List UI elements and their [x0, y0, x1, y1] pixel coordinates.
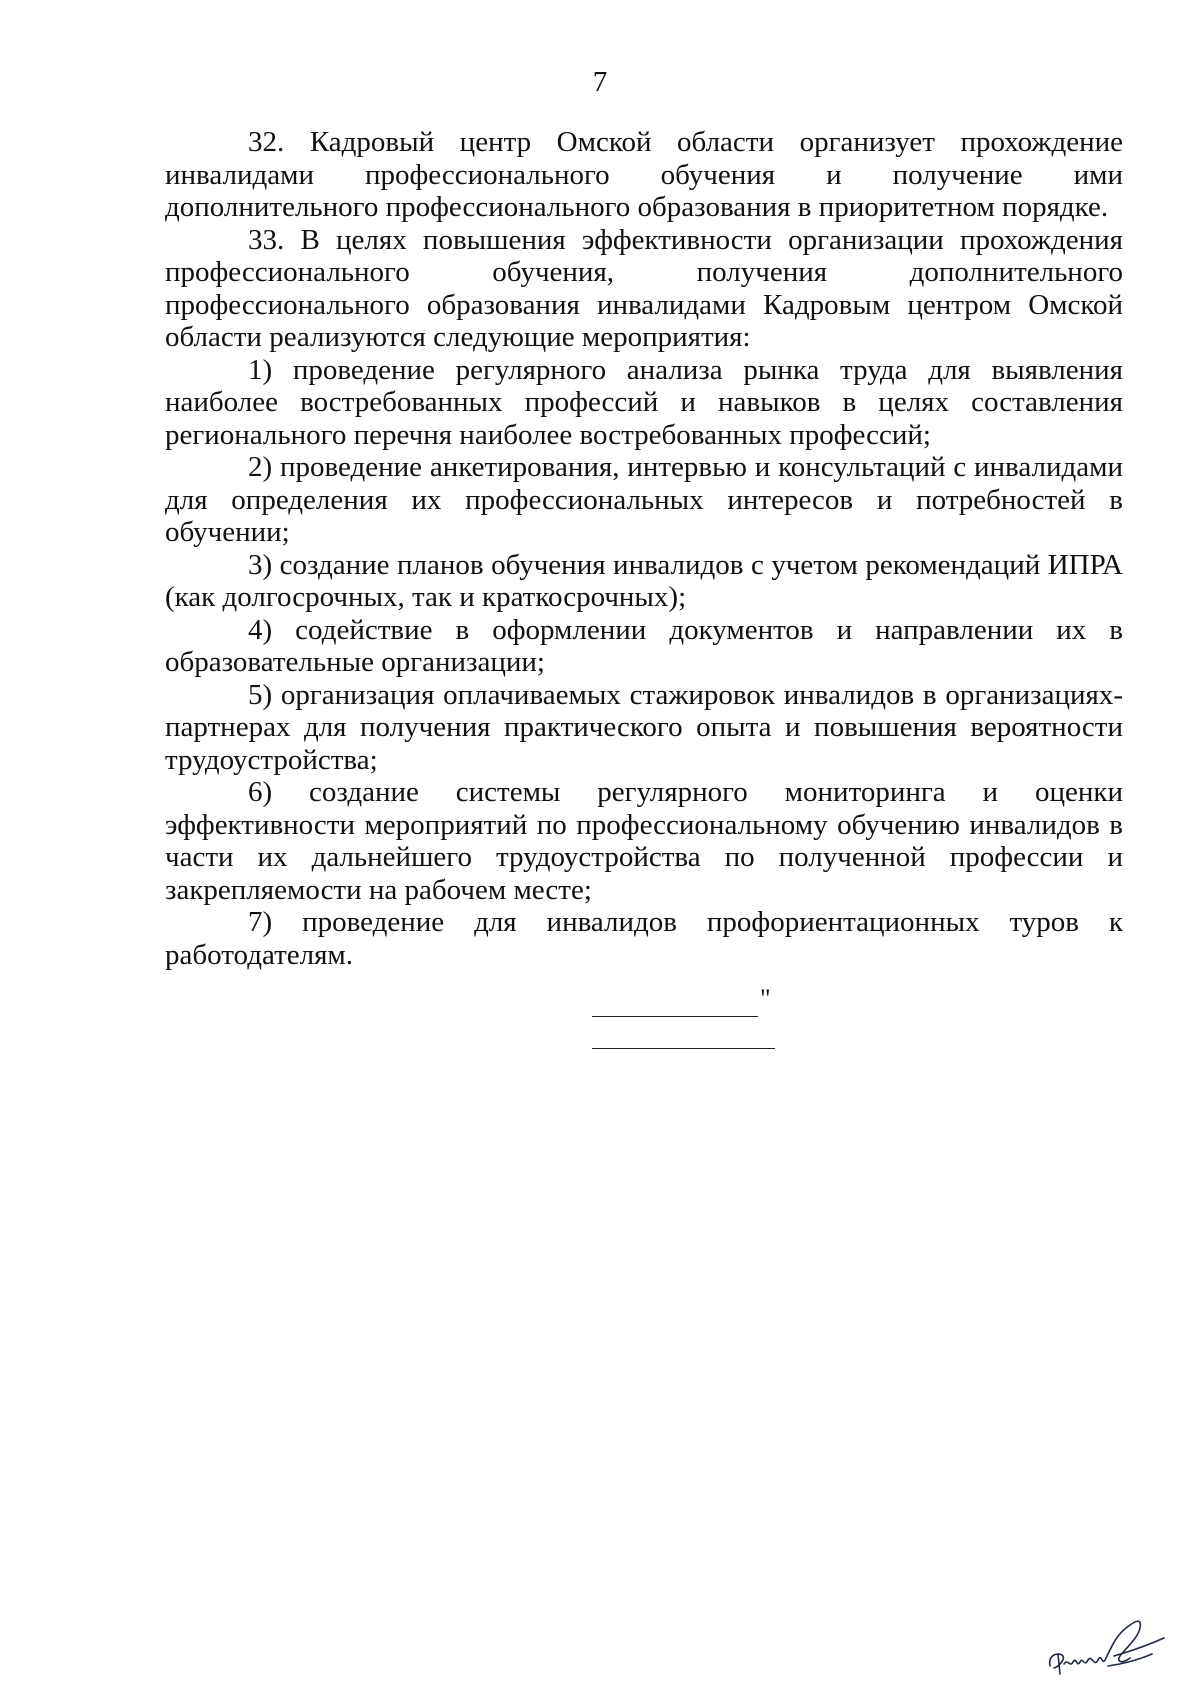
list-item-1: 1) проведение регулярного анализа рынка труда для выявления наиболее востребованных профессий и навыков в целях составления регионального перечня наиболее востребованных профессий;: [165, 353, 1123, 451]
closing-lines: [592, 986, 782, 1056]
closing-rule-lower: [592, 1048, 775, 1049]
page-number: 7: [592, 66, 608, 98]
list-item-5: 5) организация оплачиваемых стажировок инвалидов в организациях-партнерах для получения практического опыта и повышения вероятности трудоустройства;: [165, 678, 1123, 776]
document-body: [165, 126, 1123, 971]
paragraph-33: 33. В целях повышения эффективности организации прохождения профессионального обучения, получения дополнительного профессионального образования инвалидами Кадровым центром Омской области реализуются следующие мероприятия:: [165, 223, 1123, 353]
paragraph-32: 32. Кадровый центр Омской области организует прохождение инвалидами профессионального обучения и получение ими дополнительного профессионального образования в приоритетном порядке.: [165, 126, 1123, 223]
list-item-3: 3) создание планов обучения инвалидов с учетом рекомендаций ИПРА (как долгосрочных, так и краткосрочных);: [165, 548, 1123, 613]
closing-rule-upper: [592, 1016, 758, 1017]
handwritten-signature-icon: [1042, 1608, 1172, 1688]
list-item-2: 2) проведение анкетирования, интервью и консультаций с инвалидами для определения их профессиональных интересов и потребностей в обучении;: [165, 451, 1123, 548]
list-item-7: 7) проведение для инвалидов профориентационных туров к работодателям.: [165, 906, 1123, 971]
list-item-4: 4) содействие в оформлении документов и направлении их в образовательные организации;: [165, 613, 1123, 678]
list-item-6: 6) создание системы регулярного мониторинга и оценки эффективности мероприятий по профессиональному обучению инвалидов в части их дальнейшего трудоустройства по полученной профессии и закрепляемости на рабочем месте;: [165, 776, 1123, 906]
closing-quote-mark: ": [760, 984, 771, 1013]
